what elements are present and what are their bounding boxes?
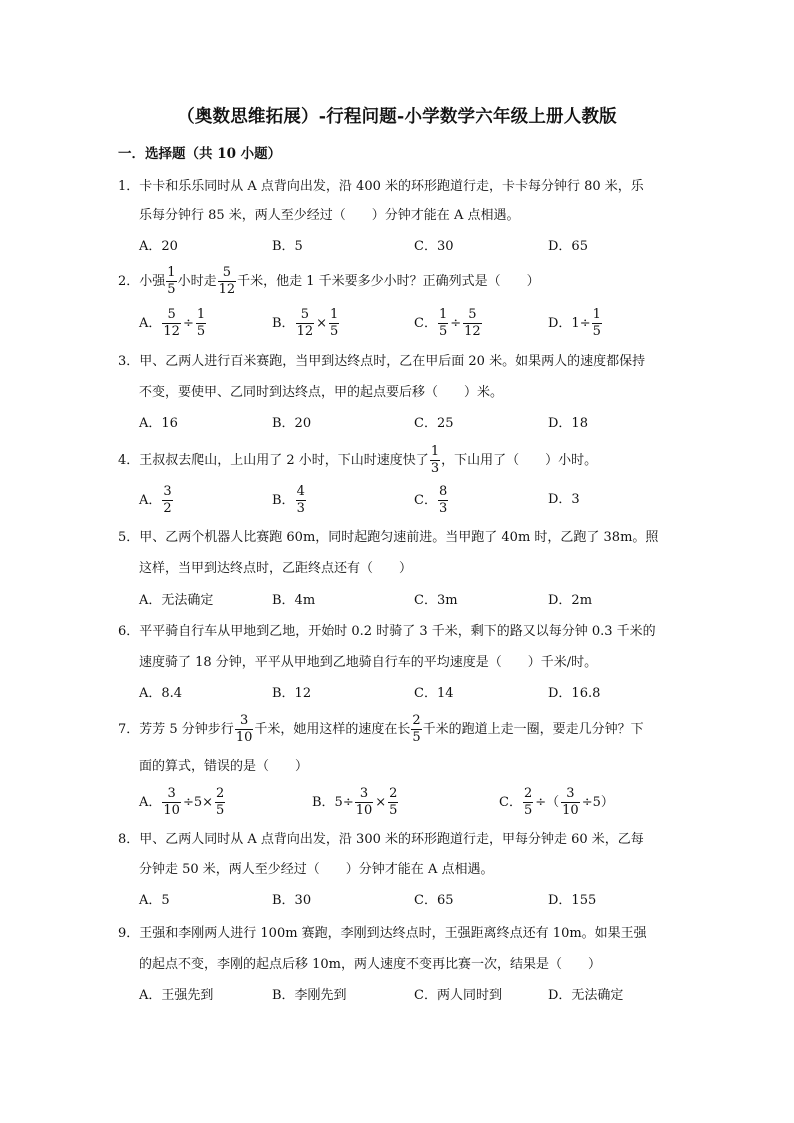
denominator: 12 — [163, 324, 180, 339]
numerator: 2 — [523, 786, 533, 801]
fraction — [196, 308, 206, 339]
question-3-option-a: A．16 — [139, 416, 178, 431]
option-label: B．5÷ — [312, 795, 354, 810]
question-7-fraction-1 — [235, 714, 254, 745]
question-2-text-1: 2．小强 — [118, 274, 166, 289]
denominator: 2 — [163, 501, 172, 516]
question-2-fraction-2 — [218, 266, 237, 297]
question-7-text-3: 千米的跑道上走一圈，要走几分钟？下 — [422, 722, 644, 737]
question-9-option-c: C．两人同时到 — [414, 988, 502, 1003]
numerator: 1 — [430, 444, 440, 459]
numerator: 5 — [162, 308, 181, 324]
question-7-option-a — [139, 787, 226, 818]
denominator: 5 — [438, 324, 448, 339]
question-2-fraction-1 — [166, 266, 176, 297]
question-5-option-d: D．2m — [548, 593, 593, 608]
question-5-line-2: 这样，当甲到达终点时，乙距终点还有（ ） — [139, 561, 413, 576]
question-4-option-d: D．3 — [548, 492, 580, 507]
question-8-line-1: 8．甲、乙两人同时从 A 点背向出发，沿 300 米的环形跑道行走，甲每分钟走 60 米，乙每 — [118, 832, 644, 847]
option-label: D．1÷ — [548, 316, 591, 331]
numerator: 3 — [355, 787, 374, 803]
fraction — [438, 485, 448, 516]
question-1-option-a: A．20 — [139, 239, 178, 254]
operator: ÷（ — [535, 794, 560, 810]
question-3-line-2: 不变，要使甲、乙同时到达终点，甲的起点要后移（ ）米。 — [139, 385, 504, 400]
denominator: 5 — [389, 803, 398, 818]
fraction — [388, 787, 398, 818]
question-4-option-a — [139, 485, 174, 516]
fraction — [215, 787, 225, 818]
denominator: 3 — [296, 501, 305, 516]
fraction — [592, 308, 602, 339]
option-label: A． — [139, 795, 162, 810]
denominator: 5 — [592, 324, 601, 339]
question-8-option-b: B．30 — [272, 893, 312, 908]
numerator: 3 — [162, 787, 181, 803]
numerator: 5 — [296, 308, 315, 324]
question-4-stem — [118, 445, 597, 476]
fraction — [355, 787, 374, 818]
denominator: 5 — [196, 324, 206, 339]
fraction — [296, 308, 315, 339]
question-4-text-1: 4．王叔叔去爬山，上山用了 2 小时，下山时速度快了 — [118, 453, 429, 468]
section-heading: 一．选择题（共 10 小题） — [118, 146, 282, 162]
option-label: A． — [139, 493, 162, 508]
operator: × — [375, 794, 387, 810]
question-6-option-a: A．8.4 — [139, 686, 183, 701]
denominator: 5 — [167, 282, 176, 297]
numerator: 3 — [235, 714, 254, 730]
question-6-option-b: B．12 — [272, 686, 312, 701]
question-1-line-2: 乐每分钟行 85 米，两人至少经过（ ）分钟才能在 A 点相遇。 — [139, 208, 520, 223]
numerator: 3 — [163, 484, 172, 499]
question-7-option-b — [312, 787, 399, 818]
question-9-line-1: 9．王强和李刚两人进行 100m 赛跑，李刚到达终点时，王强距离终点还有 10m。如果王强 — [118, 926, 647, 941]
question-5-option-a: A．无法确定 — [139, 593, 214, 608]
question-2-stem — [118, 266, 540, 297]
numerator: 1 — [196, 307, 206, 322]
question-8-option-d: D．155 — [548, 893, 597, 908]
question-2-option-a — [139, 308, 207, 339]
operator: ÷ — [182, 315, 194, 331]
numerator: 3 — [561, 787, 580, 803]
option-label: B． — [272, 316, 295, 331]
operator: ÷ — [450, 315, 462, 331]
denominator: 10 — [355, 803, 373, 818]
question-8-option-c: C．65 — [414, 893, 454, 908]
question-3-line-1: 3．甲、乙两人进行百米赛跑，当甲到达终点时，乙在甲后面 20 米。如果两人的速度都保持 — [118, 354, 646, 369]
numerator: 8 — [438, 484, 448, 499]
question-5-option-c: C．3m — [414, 593, 458, 608]
fraction — [329, 308, 339, 339]
option-label: B． — [272, 493, 295, 508]
denominator: 5 — [216, 803, 225, 818]
question-7-text-1: 7．芳芳 5 分钟步行 — [118, 722, 234, 737]
operator: ÷5） — [581, 794, 614, 810]
question-4-option-b — [272, 485, 307, 516]
numerator: 2 — [412, 713, 421, 728]
question-6-option-d: D．16.8 — [548, 686, 601, 701]
operator: × — [316, 315, 328, 331]
denominator: 3 — [430, 461, 440, 476]
question-8-line-2: 分钟走 50 米，两人至少经过（ ）分钟才能在 A 点相遇。 — [139, 862, 494, 877]
question-6-line-1: 6．平平骑自行车从甲地到乙地，开始时 0.2 时骑了 3 千米，剩下的路又以每分钟 0.3 千米的 — [118, 624, 656, 639]
denominator: 12 — [218, 282, 236, 297]
question-3-option-d: D．18 — [548, 416, 588, 431]
question-3-option-c: C．25 — [414, 416, 454, 431]
question-9-line-2: 的起点不变，李刚的起点后移 10m，两人速度不变再比赛一次，结果是（ ） — [139, 957, 602, 972]
question-8-option-a: A．5 — [139, 893, 170, 908]
question-1-option-d: D．65 — [548, 239, 588, 254]
question-9-option-a: A．王强先到 — [139, 988, 214, 1003]
denominator: 10 — [562, 803, 579, 818]
question-7-option-c — [499, 787, 615, 818]
question-2-option-d — [548, 308, 603, 339]
question-2-text-3: 千米，他走 1 千米要多少小时？正确列式是（ ） — [237, 274, 540, 289]
question-2-text-2: 小时走 — [177, 274, 217, 289]
option-label: C． — [499, 795, 522, 810]
question-4-fraction — [430, 445, 440, 476]
question-2-option-c — [414, 308, 483, 339]
operator: ÷5× — [182, 794, 213, 810]
fraction — [438, 308, 448, 339]
fraction — [463, 308, 482, 339]
denominator: 10 — [163, 803, 180, 818]
option-label: A． — [139, 316, 162, 331]
fraction — [296, 485, 306, 516]
question-1-option-c: C．30 — [414, 239, 454, 254]
numerator: 1 — [167, 265, 176, 280]
question-7-stem — [118, 714, 644, 745]
question-9-option-b: B．李刚先到 — [272, 988, 347, 1003]
question-1-line-1: 1．卡卡和乐乐同时从 A 点背向出发，沿 400 米的环形跑道行走，卡卡每分钟行 80 米，乐 — [118, 179, 644, 194]
question-4-text-2: ，下山用了（ ）小时。 — [441, 453, 598, 468]
numerator: 4 — [296, 484, 305, 499]
fraction — [523, 787, 533, 818]
denominator: 10 — [235, 730, 253, 745]
question-5-option-b: B．4m — [272, 593, 316, 608]
question-3-option-b: B．20 — [272, 416, 312, 431]
question-7-text-2: 千米，她用这样的速度在长 — [254, 722, 411, 737]
numerator: 1 — [592, 307, 601, 322]
fraction — [162, 787, 181, 818]
question-7-fraction-2 — [411, 714, 421, 745]
denominator: 5 — [330, 324, 339, 339]
question-6-line-2: 速度骑了 18 分钟，平平从甲地到乙地骑自行车的平均速度是（ ）千米/时。 — [139, 655, 598, 670]
numerator: 2 — [216, 786, 225, 801]
question-5-line-1: 5．甲、乙两个机器人比赛跑 60m，同时起跑匀速前进。当甲跑了 40m 时，乙跑了 38m。照 — [118, 530, 659, 545]
question-6-option-c: C．14 — [414, 686, 454, 701]
document-title: （奥数思维拓展）-行程问题-小学数学六年级上册人教版 — [177, 107, 617, 127]
numerator: 1 — [438, 307, 448, 322]
denominator: 5 — [523, 803, 533, 818]
question-9-option-d: D．无法确定 — [548, 988, 624, 1003]
denominator: 5 — [412, 730, 421, 745]
option-label: C． — [414, 493, 437, 508]
question-2-option-b — [272, 308, 340, 339]
numerator: 5 — [218, 266, 237, 282]
fraction — [561, 787, 580, 818]
fraction — [162, 308, 181, 339]
fraction — [162, 485, 172, 516]
denominator: 12 — [296, 324, 314, 339]
numerator: 2 — [389, 786, 398, 801]
question-1-option-b: B．5 — [272, 239, 303, 254]
question-7-line-2: 面的算式，错误的是（ ） — [139, 759, 309, 774]
denominator: 12 — [464, 324, 481, 339]
denominator: 3 — [438, 501, 448, 516]
option-label: C． — [414, 316, 437, 331]
question-4-option-c — [414, 485, 449, 516]
numerator: 1 — [330, 307, 339, 322]
numerator: 5 — [463, 308, 482, 324]
